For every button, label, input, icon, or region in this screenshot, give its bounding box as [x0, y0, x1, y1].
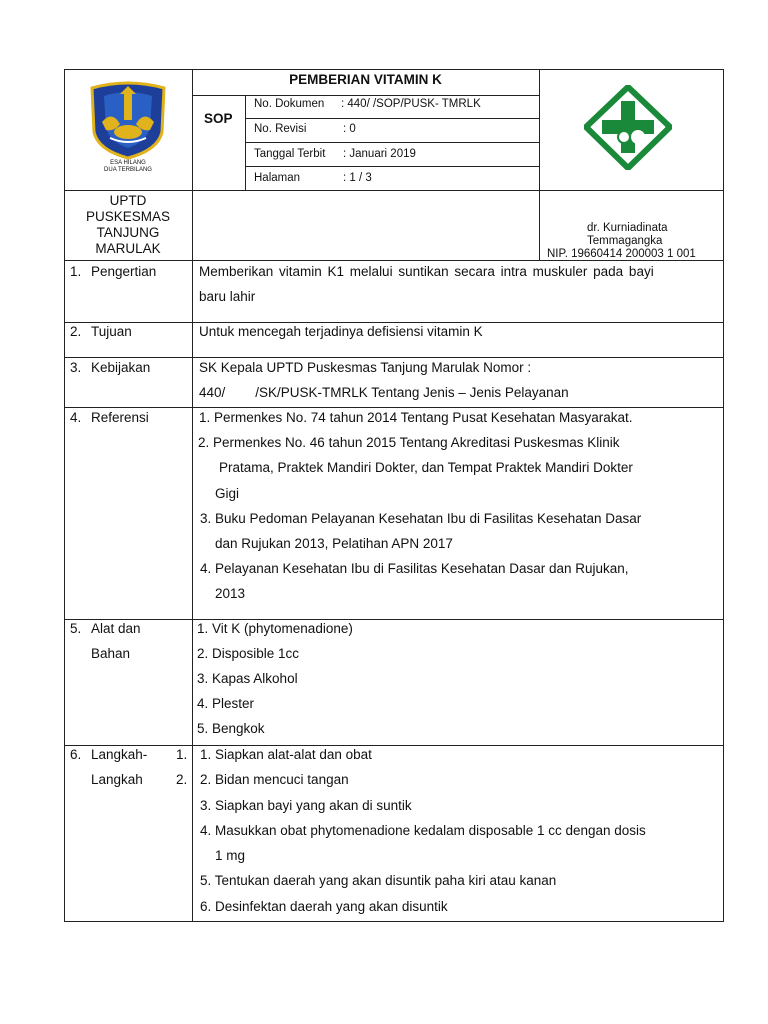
reference-item: Gigi: [215, 486, 240, 501]
reference-item: Pratama, Praktek Mandiri Dokter, dan Tempat Praktek Mandiri Dokter: [219, 460, 633, 475]
field-label-doc-number: No. Dokumen: [254, 98, 325, 110]
sop-label: SOP: [204, 111, 233, 126]
reference-item: dan Rujukan 2013, Pelatihan APN 2017: [215, 536, 453, 551]
section-number: 6.: [70, 747, 82, 762]
field-value-doc-number: : 440/ /SOP/PUSK- TMRLK: [341, 98, 481, 110]
material-item: 1. Vit K (phytomenadione): [197, 621, 353, 636]
section-label: Alat dan: [91, 621, 141, 636]
field-label-revision: No. Revisi: [254, 123, 307, 135]
regency-logo: [84, 80, 172, 178]
step-side-number: 1.: [176, 747, 188, 762]
section-text: SK Kepala UPTD Puskesmas Tanjung Marulak Nomor :: [199, 360, 532, 375]
step-side-number: 2.: [176, 772, 188, 787]
step-item: 6. Desinfektan daerah yang akan disuntik: [200, 899, 448, 914]
section-text: 440/ /SK/PUSK-TMRLK Tentang Jenis – Jenis Pelayanan: [199, 385, 569, 400]
section-number: 2.: [70, 324, 82, 339]
signer-name-2: Temmagangka: [587, 235, 663, 247]
section-label: Referensi: [91, 410, 149, 425]
field-value-revision: : 0: [343, 123, 356, 135]
section-text: Untuk mencegah terjadinya defisiensi vitamin K: [199, 324, 483, 339]
reference-item: 4. Pelayanan Kesehatan Ibu di Fasilitas Kesehatan Dasar dan Rujukan,: [200, 561, 629, 576]
reference-item: 1. Permenkes No. 74 tahun 2014 Tentang Pusat Kesehatan Masyarakat.: [199, 410, 633, 425]
section-text: Memberikan vitamin K1 melalui suntikan secara intra muskuler pada bayi: [199, 264, 654, 279]
field-label-issue-date: Tanggal Terbit: [254, 148, 326, 160]
section-label: Langkah-: [91, 747, 148, 762]
puskesmas-logo: [584, 85, 672, 170]
org-line: MARULAK: [95, 241, 161, 256]
section-label-2: Bahan: [91, 646, 131, 661]
org-line: PUSKESMAS: [85, 209, 171, 224]
reference-item: 2. Permenkes No. 46 tahun 2015 Tentang Akreditasi Puskesmas Klinik: [198, 435, 620, 450]
org-line: UPTD: [109, 193, 147, 208]
section-label: Tujuan: [91, 324, 132, 339]
material-item: 3. Kapas Alkohol: [197, 671, 298, 686]
section-label: Kebijakan: [91, 360, 151, 375]
reference-item: 2013: [215, 586, 246, 601]
section-label-2: Langkah: [91, 772, 143, 787]
document-title: PEMBERIAN VITAMIN K: [289, 72, 442, 87]
section-number: 5.: [70, 621, 82, 636]
org-line: TANJUNG: [96, 225, 160, 240]
field-value-issue-date: : Januari 2019: [343, 148, 416, 160]
material-item: 4. Plester: [197, 696, 255, 711]
step-item: 1. Siapkan alat-alat dan obat: [200, 747, 372, 762]
step-item: 3. Siapkan bayi yang akan di suntik: [200, 798, 412, 813]
logo-motto-1: ESA HILANG: [110, 160, 146, 166]
signer-name: dr. Kurniadinata: [587, 222, 668, 234]
section-number: 4.: [70, 410, 82, 425]
step-item: 5. Tentukan daerah yang akan disuntik paha kiri atau kanan: [200, 873, 557, 888]
material-item: 2. Disposible 1cc: [197, 646, 300, 661]
reference-item: 3. Buku Pedoman Pelayanan Kesehatan Ibu di Fasilitas Kesehatan Dasar: [200, 511, 642, 526]
field-value-page: : 1 / 3: [343, 172, 372, 184]
section-text: baru lahir: [199, 289, 256, 304]
section-number: 3.: [70, 360, 82, 375]
step-item: 4. Masukkan obat phytomenadione kedalam disposable 1 cc dengan dosis: [200, 823, 646, 838]
section-label: Pengertian: [91, 264, 157, 279]
logo-motto-2: DUA TERBILANG: [104, 167, 152, 173]
signer-nip: NIP. 19660414 200003 1 001: [547, 248, 696, 260]
section-number: 1.: [70, 264, 82, 279]
field-label-page: Halaman: [254, 172, 301, 184]
step-item: 2. Bidan mencuci tangan: [200, 772, 349, 787]
step-item: 1 mg: [215, 848, 246, 863]
material-item: 5. Bengkok: [197, 721, 265, 736]
